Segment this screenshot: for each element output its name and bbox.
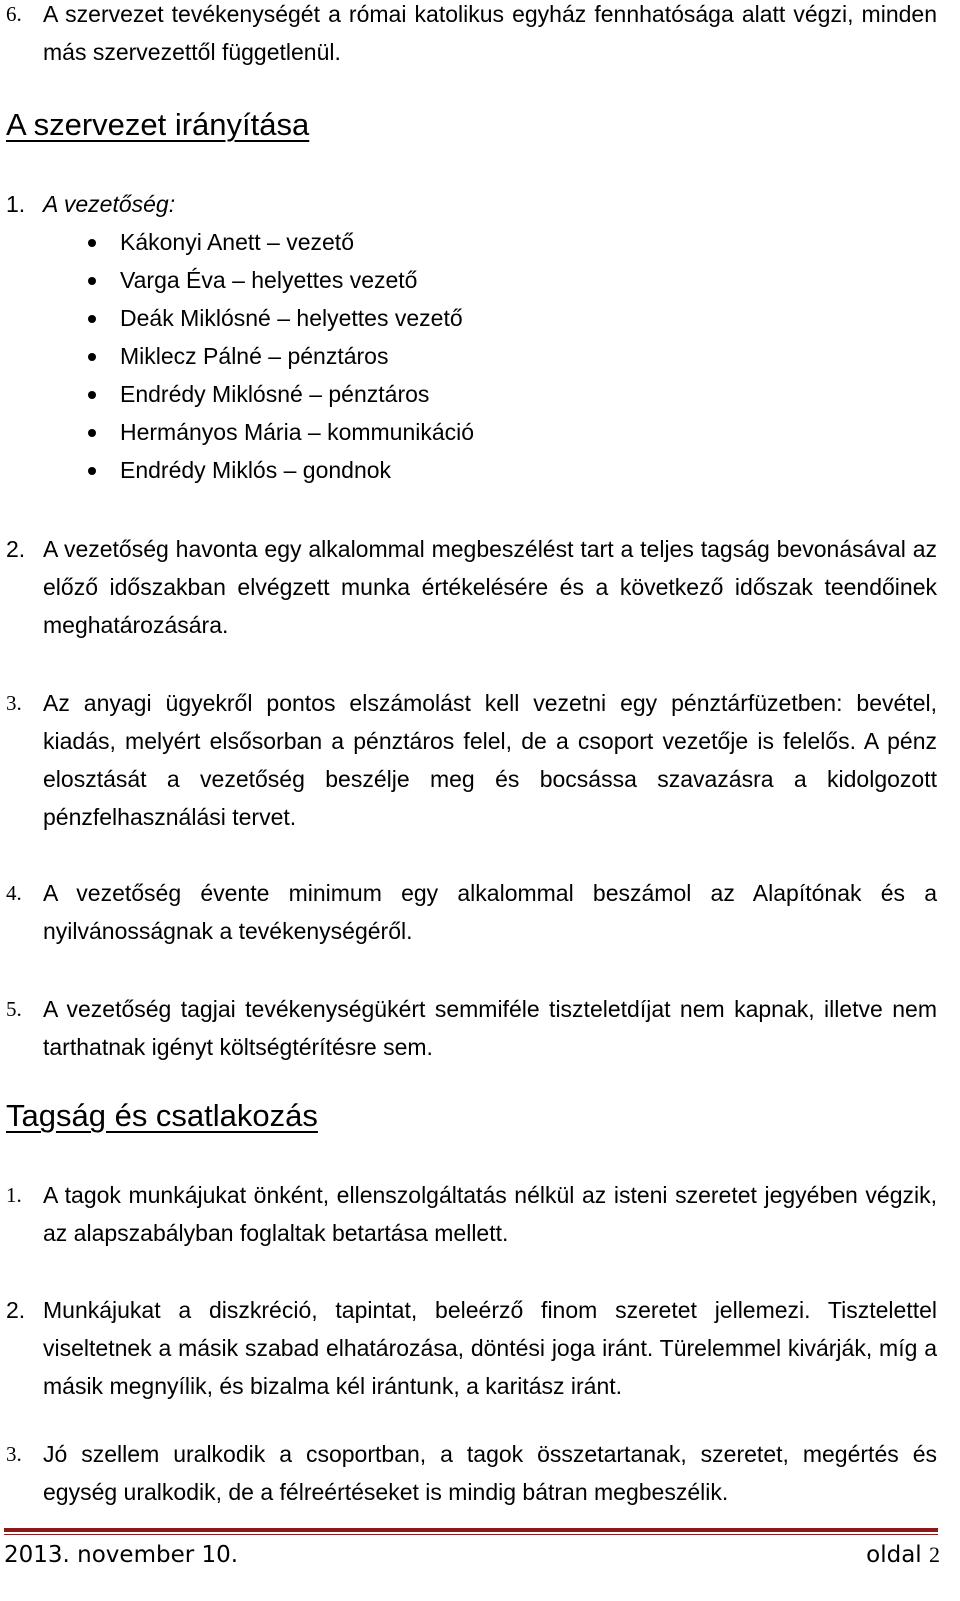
member-text: Kákonyi Anett – vezető bbox=[120, 229, 354, 255]
item-number: 3. bbox=[6, 1442, 22, 1466]
paragraph: Munkájukat a diszkréció, tapintat, beleérző finom szeretet jellemezi. Tisztelettel viseltetnek a másik szabad elhatározása, döntési joga iránt. Türelemmel kivárják, míg a másik megnyílik, és bizalma kél irántunk, a karitász iránt. bbox=[43, 1297, 937, 1399]
leadership-subheading: A vezetőség: bbox=[43, 191, 176, 217]
paragraph: A vezetőség havonta egy alkalommal megbeszélést tart a teljes tagság bevonásával az előző időszakban elvégzett munka értékelésére és a következő időszak teendőinek meghatározására. bbox=[43, 536, 937, 638]
footer-page-number bbox=[866, 1538, 940, 1572]
bullet-icon bbox=[88, 353, 96, 361]
item-number: 3. bbox=[6, 691, 22, 715]
paragraph: Jó szellem uralkodik a csoportban, a tagok összetartanak, szeretet, megértés és egység uralkodik, de a félreértéseket is mindig bátran megbeszélik. bbox=[43, 1441, 937, 1505]
item-number: 6. bbox=[6, 2, 22, 26]
list-item bbox=[88, 223, 474, 261]
member-text: Endrédy Miklósné – pénztáros bbox=[120, 381, 430, 407]
bullet-icon bbox=[88, 277, 96, 285]
bullet-icon bbox=[88, 391, 96, 399]
list-item bbox=[88, 413, 474, 451]
list-item bbox=[88, 299, 474, 337]
section-heading: Tagság és csatlakozás bbox=[6, 1098, 318, 1133]
item-number: 5. bbox=[6, 997, 22, 1021]
bullet-icon bbox=[88, 315, 96, 323]
list-item bbox=[88, 451, 474, 489]
item-number: 4. bbox=[6, 881, 22, 905]
item-number: 1. bbox=[6, 191, 26, 217]
item-number: 2. bbox=[6, 536, 26, 562]
footer-date: 2013. november 10. bbox=[4, 1542, 239, 1568]
page-label: oldal bbox=[866, 1542, 922, 1568]
bullet-icon bbox=[88, 467, 96, 475]
list-item bbox=[88, 337, 474, 375]
member-text: Hermányos Mária – kommunikáció bbox=[120, 419, 475, 445]
leadership-member-list bbox=[88, 223, 474, 489]
member-text: Endrédy Miklós – gondnok bbox=[120, 457, 392, 483]
section-heading: A szervezet irányítása bbox=[6, 107, 310, 142]
item-number: 1. bbox=[6, 1183, 22, 1207]
paragraph: A vezetőség évente minimum egy alkalommal beszámol az Alapítónak és a nyilvánosságnak a tevékenységéről. bbox=[43, 880, 937, 944]
list-item bbox=[88, 261, 474, 299]
paragraph: A vezetőség tagjai tevékenységükért semmiféle tiszteletdíjat nem kapnak, illetve nem tarthatnak igényt költségtérítésre sem. bbox=[43, 996, 937, 1060]
bullet-icon bbox=[88, 239, 96, 247]
footer-rule-thin bbox=[4, 1534, 938, 1535]
member-text: Miklecz Pálné – pénztáros bbox=[120, 343, 389, 369]
footer-rule bbox=[4, 1528, 938, 1532]
paragraph: A tagok munkájukat önként, ellenszolgáltatás nélkül az isteni szeretet jegyében végzik, az alapszabályban foglaltak betartása mellett. bbox=[43, 1182, 937, 1246]
bullet-icon bbox=[88, 429, 96, 437]
paragraph: Az anyagi ügyekről pontos elszámolást kell vezetni egy pénztárfüzetben: bevétel, kiadás, melyért elsősorban a pénztáros felel, de a csoport vezetője is felelős. A pénz elosztását a vezetőség beszélje meg és bocsássa szavazásra a kidolgozott pénzfelhasználási tervet. bbox=[43, 690, 937, 830]
member-text: Deák Miklósné – helyettes vezető bbox=[120, 305, 463, 331]
list-item bbox=[88, 375, 474, 413]
item-number: 2. bbox=[6, 1297, 26, 1323]
page-number: 2 bbox=[929, 1542, 940, 1567]
paragraph: A szervezet tevékenységét a római katolikus egyház fennhatósága alatt végzi, minden más szervezettől függetlenül. bbox=[43, 1, 937, 65]
member-text: Varga Éva – helyettes vezető bbox=[120, 267, 418, 293]
